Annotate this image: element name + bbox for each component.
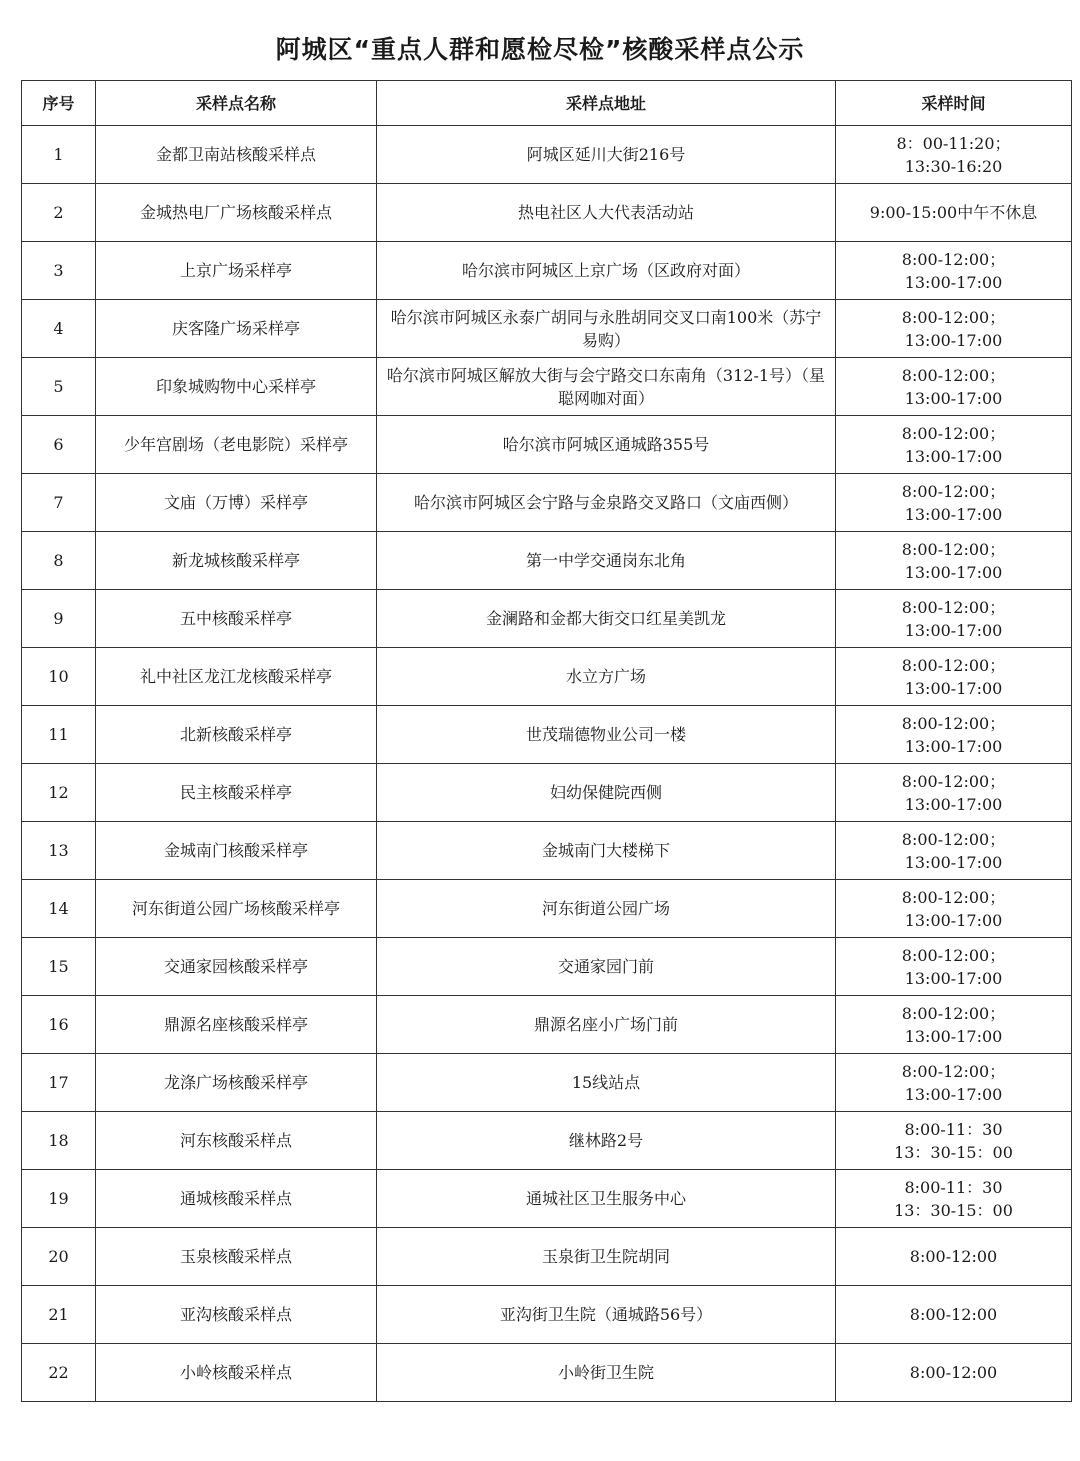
cell-no: 5 [22, 358, 96, 416]
cell-no: 4 [22, 300, 96, 358]
cell-time: 8:00-12:00； 13:00-17:00 [836, 996, 1072, 1054]
cell-name: 龙涤广场核酸采样亭 [96, 1054, 377, 1112]
cell-name: 鼎源名座核酸采样亭 [96, 996, 377, 1054]
cell-name: 交通家园核酸采样亭 [96, 938, 377, 996]
cell-name: 河东核酸采样点 [96, 1112, 377, 1170]
table-row [22, 1344, 1072, 1402]
cell-name: 少年宫剧场（老电影院）采样亭 [96, 416, 377, 474]
table-row [22, 242, 1072, 300]
cell-no: 9 [22, 590, 96, 648]
cell-no: 17 [22, 1054, 96, 1112]
cell-name: 河东街道公园广场核酸采样亭 [96, 880, 377, 938]
cell-address: 小岭街卫生院 [377, 1344, 836, 1402]
cell-name: 五中核酸采样亭 [96, 590, 377, 648]
table-body [22, 126, 1072, 1402]
cell-time: 8：00-11:20； 13:30-16:20 [836, 126, 1072, 184]
cell-no: 3 [22, 242, 96, 300]
table-row [22, 1054, 1072, 1112]
cell-no: 12 [22, 764, 96, 822]
cell-time: 8:00-12:00； 13:00-17:00 [836, 416, 1072, 474]
cell-time: 8:00-12:00； 13:00-17:00 [836, 474, 1072, 532]
cell-name: 印象城购物中心采样亭 [96, 358, 377, 416]
cell-no: 19 [22, 1170, 96, 1228]
header-time: 采样时间 [836, 81, 1072, 126]
cell-address: 金城南门大楼梯下 [377, 822, 836, 880]
cell-name: 新龙城核酸采样亭 [96, 532, 377, 590]
cell-address: 15线站点 [377, 1054, 836, 1112]
cell-no: 21 [22, 1286, 96, 1344]
cell-time: 8:00-12:00 [836, 1228, 1072, 1286]
cell-address: 阿城区延川大街216号 [377, 126, 836, 184]
cell-address: 妇幼保健院西侧 [377, 764, 836, 822]
cell-address: 哈尔滨市阿城区上京广场（区政府对面） [377, 242, 836, 300]
cell-name: 玉泉核酸采样点 [96, 1228, 377, 1286]
cell-no: 10 [22, 648, 96, 706]
cell-address: 亚沟街卫生院（通城路56号） [377, 1286, 836, 1344]
cell-address: 水立方广场 [377, 648, 836, 706]
table-row [22, 938, 1072, 996]
cell-no: 16 [22, 996, 96, 1054]
table-row [22, 416, 1072, 474]
cell-address: 第一中学交通岗东北角 [377, 532, 836, 590]
cell-name: 通城核酸采样点 [96, 1170, 377, 1228]
cell-no: 6 [22, 416, 96, 474]
table-row [22, 1228, 1072, 1286]
page-title: 阿城区“重点人群和愿检尽检”核酸采样点公示 [275, 35, 805, 64]
cell-name: 金都卫南站核酸采样点 [96, 126, 377, 184]
table-row [22, 590, 1072, 648]
table-row [22, 706, 1072, 764]
cell-name: 上京广场采样亭 [96, 242, 377, 300]
cell-address: 哈尔滨市阿城区会宁路与金泉路交叉路口（文庙西侧） [377, 474, 836, 532]
table-row [22, 1112, 1072, 1170]
cell-time: 8:00-12:00； 13:00-17:00 [836, 1054, 1072, 1112]
cell-no: 22 [22, 1344, 96, 1402]
cell-name: 小岭核酸采样点 [96, 1344, 377, 1402]
cell-time: 8:00-11：30 13：30-15：00 [836, 1170, 1072, 1228]
cell-address: 鼎源名座小广场门前 [377, 996, 836, 1054]
header-no: 序号 [22, 81, 96, 126]
cell-address: 哈尔滨市阿城区解放大街与会宁路交口东南角（312-1号）（星聪网咖对面） [377, 358, 836, 416]
cell-name: 金城南门核酸采样亭 [96, 822, 377, 880]
table-row [22, 996, 1072, 1054]
cell-no: 15 [22, 938, 96, 996]
cell-address: 哈尔滨市阿城区通城路355号 [377, 416, 836, 474]
cell-time: 8:00-12:00； 13:00-17:00 [836, 358, 1072, 416]
cell-time: 8:00-12:00； 13:00-17:00 [836, 880, 1072, 938]
cell-no: 1 [22, 126, 96, 184]
table-row [22, 184, 1072, 242]
table-row [22, 1170, 1072, 1228]
cell-address: 继林路2号 [377, 1112, 836, 1170]
cell-time: 8:00-12:00； 13:00-17:00 [836, 300, 1072, 358]
cell-name: 民主核酸采样亭 [96, 764, 377, 822]
cell-address: 河东街道公园广场 [377, 880, 836, 938]
cell-name: 北新核酸采样亭 [96, 706, 377, 764]
sampling-sites-table [21, 80, 1072, 1402]
cell-name: 庆客隆广场采样亭 [96, 300, 377, 358]
table-row [22, 126, 1072, 184]
cell-time: 8:00-11：30 13：30-15：00 [836, 1112, 1072, 1170]
cell-no: 8 [22, 532, 96, 590]
table-row [22, 474, 1072, 532]
table-row [22, 822, 1072, 880]
cell-no: 7 [22, 474, 96, 532]
cell-time: 8:00-12:00； 13:00-17:00 [836, 648, 1072, 706]
header-name: 采样点名称 [96, 81, 377, 126]
table-header-row [22, 81, 1072, 126]
cell-no: 20 [22, 1228, 96, 1286]
cell-address: 玉泉街卫生院胡同 [377, 1228, 836, 1286]
cell-time: 8:00-12:00； 13:00-17:00 [836, 822, 1072, 880]
cell-address: 金澜路和金都大街交口红星美凯龙 [377, 590, 836, 648]
cell-time: 9:00-15:00中午不休息 [836, 184, 1072, 242]
header-address: 采样点地址 [377, 81, 836, 126]
cell-no: 2 [22, 184, 96, 242]
table-row [22, 358, 1072, 416]
cell-name: 礼中社区龙江龙核酸采样亭 [96, 648, 377, 706]
cell-address: 世茂瑞德物业公司一楼 [377, 706, 836, 764]
cell-no: 11 [22, 706, 96, 764]
cell-address: 通城社区卫生服务中心 [377, 1170, 836, 1228]
cell-time: 8:00-12:00； 13:00-17:00 [836, 706, 1072, 764]
cell-time: 8:00-12:00； 13:00-17:00 [836, 532, 1072, 590]
cell-address: 哈尔滨市阿城区永泰广胡同与永胜胡同交叉口南100米（苏宁易购） [377, 300, 836, 358]
cell-time: 8:00-12:00； 13:00-17:00 [836, 590, 1072, 648]
table-row [22, 880, 1072, 938]
table-row [22, 648, 1072, 706]
table-row [22, 532, 1072, 590]
cell-address: 热电社区人大代表活动站 [377, 184, 836, 242]
cell-no: 13 [22, 822, 96, 880]
table-row [22, 300, 1072, 358]
cell-name: 文庙（万博）采样亭 [96, 474, 377, 532]
cell-no: 14 [22, 880, 96, 938]
table-row [22, 1286, 1072, 1344]
table-row [22, 764, 1072, 822]
cell-time: 8:00-12:00 [836, 1344, 1072, 1402]
cell-time: 8:00-12:00 [836, 1286, 1072, 1344]
cell-time: 8:00-12:00； 13:00-17:00 [836, 764, 1072, 822]
cell-address: 交通家园门前 [377, 938, 836, 996]
cell-time: 8:00-12:00； 13:00-17:00 [836, 242, 1072, 300]
cell-time: 8:00-12:00； 13:00-17:00 [836, 938, 1072, 996]
cell-no: 18 [22, 1112, 96, 1170]
cell-name: 亚沟核酸采样点 [96, 1286, 377, 1344]
cell-name: 金城热电厂广场核酸采样点 [96, 184, 377, 242]
